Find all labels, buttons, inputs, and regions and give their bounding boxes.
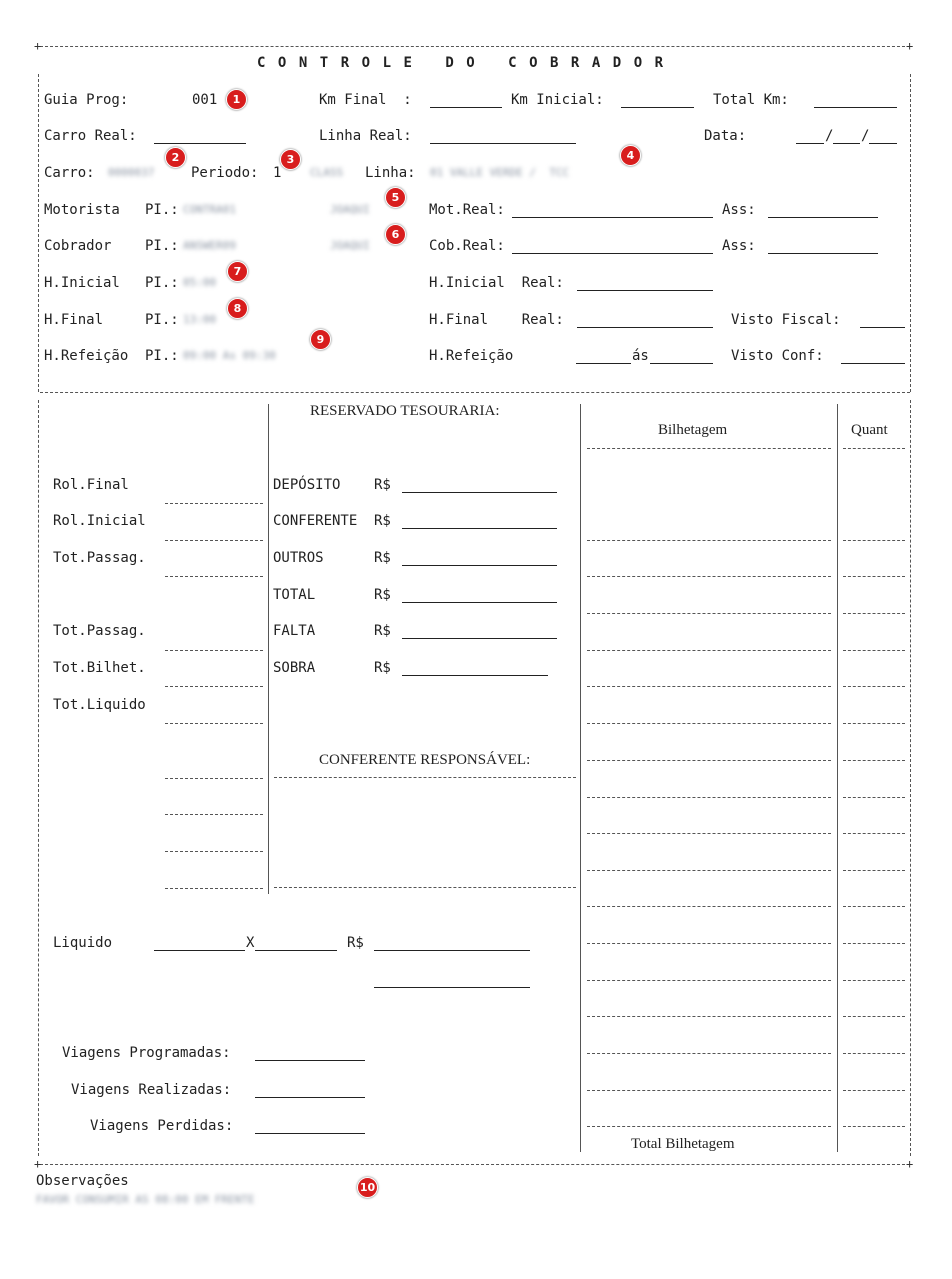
marker-6: 6 xyxy=(385,224,406,245)
date-year-field[interactable] xyxy=(869,143,897,144)
bilhetagem-entry-line[interactable] xyxy=(587,1053,831,1054)
linha-real-field[interactable] xyxy=(430,143,576,144)
extra-line-4[interactable] xyxy=(165,888,263,889)
viagens-programadas-label: Viagens Programadas: xyxy=(62,1045,231,1061)
quant-entry-line[interactable] xyxy=(843,1053,905,1054)
h-refeicao-right-label: H.Refeição xyxy=(429,348,514,364)
tot-liquido-line[interactable] xyxy=(165,723,263,724)
motorista-pi-label: PI.: xyxy=(145,202,179,218)
visto-fiscal-label: Visto Fiscal: xyxy=(731,312,841,328)
quant-entry-line[interactable] xyxy=(843,760,905,761)
bilhetagem-entry-line[interactable] xyxy=(587,650,831,651)
treasury-row-label: CONFERENTE xyxy=(273,513,358,529)
extra-line-1[interactable] xyxy=(165,778,263,779)
quant-entry-line[interactable] xyxy=(843,686,905,687)
periodo-label: Periodo: xyxy=(191,165,259,181)
quant-entry-line[interactable] xyxy=(843,576,905,577)
h-final-pi-value: 13:00 xyxy=(183,313,217,326)
tot-passag-label-1: Tot.Passag. xyxy=(53,550,146,566)
h-refeicao-start-field[interactable] xyxy=(576,363,631,364)
cobrador-pi-label: PI.: xyxy=(145,238,179,254)
bilhetagem-entry-line[interactable] xyxy=(587,906,831,907)
data-label: Data: xyxy=(704,128,747,144)
column-divider-left xyxy=(268,404,269,894)
treasury-row-label: DEPÓSITO xyxy=(273,477,341,493)
viagens-programadas-field[interactable] xyxy=(255,1060,365,1061)
total-km-label: Total Km: xyxy=(713,92,789,108)
quant-entry-line[interactable] xyxy=(843,870,905,871)
bilhetagem-entry-line[interactable] xyxy=(587,1090,831,1091)
treasury-row-label: FALTA xyxy=(273,623,316,639)
quant-entry-line[interactable] xyxy=(843,1090,905,1091)
km-final-label: Km Final : xyxy=(319,92,412,108)
h-inicial-real-field[interactable] xyxy=(577,290,713,291)
quant-entry-line[interactable] xyxy=(843,613,905,614)
observacoes-value: FAVOR CONSUMIR AS 08:00 EM FRENTE xyxy=(36,1193,255,1206)
bilhetagem-entry-line[interactable] xyxy=(587,540,831,541)
periodo-value: 1 xyxy=(273,165,282,181)
motorista-pi-value: CONTRA01 xyxy=(183,203,236,216)
quant-entry-line[interactable] xyxy=(843,650,905,651)
bilhetagem-entry-line[interactable] xyxy=(587,797,831,798)
marker-7: 7 xyxy=(227,261,248,282)
observacoes-label: Observações xyxy=(36,1173,129,1189)
quant-entry-line[interactable] xyxy=(843,540,905,541)
bilhetagem-entry-line[interactable] xyxy=(587,760,831,761)
cob-real-label: Cob.Real: xyxy=(429,238,505,254)
linha-value: 01 VALLE VERDE / TCC xyxy=(430,166,570,179)
treasury-row-currency: R$ xyxy=(374,660,391,676)
viagens-realizadas-label: Viagens Realizadas: xyxy=(71,1082,232,1098)
liquido-rs: R$ xyxy=(347,935,364,951)
viagens-perdidas-label: Viagens Perdidas: xyxy=(90,1118,234,1134)
quant-header: Quant xyxy=(851,422,888,438)
viagens-realizadas-field[interactable] xyxy=(255,1097,365,1098)
motorista-extra: JOAQUI xyxy=(330,203,370,216)
rol-final-line[interactable] xyxy=(165,503,263,504)
marker-4: 4 xyxy=(620,145,641,166)
tot-passag-line-1[interactable] xyxy=(165,576,263,577)
treasury-row-currency: R$ xyxy=(374,550,391,566)
km-inicial-field[interactable] xyxy=(621,107,694,108)
treasury-row-label: SOBRA xyxy=(273,660,316,676)
h-final-real-label: H.Final Real: xyxy=(429,312,564,328)
quant-entry-line[interactable] xyxy=(843,980,905,981)
h-final-label: H.Final xyxy=(44,312,104,328)
treasury-header: RESERVADO TESOURARIA: xyxy=(310,403,500,419)
linha-label: Linha: xyxy=(365,165,416,181)
cobrador-pi-value: ANSWER09 xyxy=(183,239,236,252)
treasury-falta-field[interactable] xyxy=(402,638,557,639)
marker-9: 9 xyxy=(310,329,331,350)
liquido-total-field[interactable] xyxy=(374,950,530,951)
treasury-row-currency: R$ xyxy=(374,513,391,529)
bilhetagem-header: Bilhetagem xyxy=(658,422,728,438)
h-inicial-real-label: H.Inicial Real: xyxy=(429,275,564,291)
bilhetagem-entry-line[interactable] xyxy=(587,613,831,614)
km-final-field[interactable] xyxy=(430,107,502,108)
quant-entry-line[interactable] xyxy=(843,833,905,834)
bilhetagem-entry-line[interactable] xyxy=(587,1016,831,1017)
marker-8: 8 xyxy=(227,298,248,319)
marker-2: 2 xyxy=(165,147,186,168)
guia-label: Guia Prog: xyxy=(44,92,129,108)
bilhetagem-entry-line[interactable] xyxy=(587,723,831,724)
treasury-row-currency: R$ xyxy=(374,587,391,603)
mot-real-label: Mot.Real: xyxy=(429,202,505,218)
treasury-row-label: TOTAL xyxy=(273,587,316,603)
carro-label: Carro: xyxy=(44,165,95,181)
column-divider-right xyxy=(837,404,838,1152)
carro-real-field[interactable] xyxy=(154,143,246,144)
rol-inicial-line[interactable] xyxy=(165,540,263,541)
h-refeicao-end-field[interactable] xyxy=(650,363,713,364)
carro-value: 0000037 xyxy=(108,166,155,179)
bilhetagem-entry-line[interactable] xyxy=(587,870,831,871)
bilhetagem-entry-line[interactable] xyxy=(587,576,831,577)
treasury-sobra-field[interactable] xyxy=(402,675,548,676)
date-sep-2: / xyxy=(861,128,870,144)
date-month-field[interactable] xyxy=(833,143,860,144)
motorista-ass-label: Ass: xyxy=(722,202,756,218)
liquido-total-field-2[interactable] xyxy=(374,987,530,988)
h-inicial-label: H.Inicial xyxy=(44,275,120,291)
tot-bilhet-label: Tot.Bilhet. xyxy=(53,660,146,676)
treasury-deposito-field[interactable] xyxy=(402,492,557,493)
visto-fiscal-field[interactable] xyxy=(860,327,905,328)
treasury-row-label: OUTROS xyxy=(273,550,324,566)
as-label: ás xyxy=(632,348,649,364)
treasury-row-currency: R$ xyxy=(374,623,391,639)
tot-passag-label-2: Tot.Passag. xyxy=(53,623,146,639)
tot-liquido-label: Tot.Liquido xyxy=(53,697,146,713)
treasury-conferente-field[interactable] xyxy=(402,528,557,529)
rol-inicial-label: Rol.Inicial xyxy=(53,513,146,529)
liquido-field-1[interactable] xyxy=(154,950,245,951)
quant-entry-line[interactable] xyxy=(843,943,905,944)
h-final-pi-label: PI.: xyxy=(145,312,179,328)
treasury-outros-field[interactable] xyxy=(402,565,557,566)
treasury-row-currency: R$ xyxy=(374,477,391,493)
liquido-field-2[interactable] xyxy=(255,950,337,951)
total-km-field[interactable] xyxy=(814,107,897,108)
date-day-field[interactable] xyxy=(796,143,824,144)
quant-entry-line[interactable] xyxy=(843,797,905,798)
quant-entry-line[interactable] xyxy=(843,906,905,907)
marker-1: 1 xyxy=(226,89,247,110)
quant-entry-line[interactable] xyxy=(843,1126,905,1127)
marker-10: 10 xyxy=(357,1177,378,1198)
visto-conf-field[interactable] xyxy=(841,363,905,364)
guia-value: 001 xyxy=(192,92,218,108)
h-inicial-pi-value: 05:00 xyxy=(183,276,217,289)
marker-3: 3 xyxy=(280,149,301,170)
cob-real-field[interactable] xyxy=(512,253,713,254)
h-inicial-pi-label: PI.: xyxy=(145,275,179,291)
km-inicial-label: Km Inicial: xyxy=(511,92,604,108)
bilhetagem-entry-line[interactable] xyxy=(587,1126,831,1127)
conferente-responsavel-label: CONFERENTE RESPONSÁVEL: xyxy=(319,752,531,768)
marker-5: 5 xyxy=(385,187,406,208)
rol-final-label: Rol.Final xyxy=(53,477,129,493)
extra-line-2[interactable] xyxy=(165,814,263,815)
extra-line-3[interactable] xyxy=(165,851,263,852)
treasury-total-field[interactable] xyxy=(402,602,557,603)
form-title: CONTROLE DO COBRADOR xyxy=(257,55,676,71)
total-bilhetagem-label: Total Bilhetagem xyxy=(631,1136,735,1152)
bilhetagem-entry-line[interactable] xyxy=(587,980,831,981)
motorista-ass-field[interactable] xyxy=(768,217,878,218)
cobrador-ass-label: Ass: xyxy=(722,238,756,254)
bilhetagem-entry-line[interactable] xyxy=(587,686,831,687)
quant-entry-line[interactable] xyxy=(843,448,905,449)
tot-bilhet-line[interactable] xyxy=(165,686,263,687)
date-sep-1: / xyxy=(825,128,834,144)
conferente-top-line xyxy=(274,777,576,778)
quant-entry-line[interactable] xyxy=(843,723,905,724)
bilhetagem-entry-line[interactable] xyxy=(587,448,831,449)
motorista-label: Motorista xyxy=(44,202,120,218)
tot-passag-line-2[interactable] xyxy=(165,650,263,651)
column-divider-middle xyxy=(580,404,581,1152)
viagens-perdidas-field[interactable] xyxy=(255,1133,365,1134)
visto-conf-label: Visto Conf: xyxy=(731,348,824,364)
liquido-label: Liquido xyxy=(53,935,113,951)
liquido-x: X xyxy=(246,935,255,951)
bilhetagem-entry-line[interactable] xyxy=(587,833,831,834)
bilhetagem-entry-line[interactable] xyxy=(587,943,831,944)
mot-real-field[interactable] xyxy=(512,217,713,218)
quant-entry-line[interactable] xyxy=(843,1016,905,1017)
conferente-bottom-line xyxy=(274,887,576,888)
periodo-extra: CLASS xyxy=(310,166,344,179)
linha-real-label: Linha Real: xyxy=(319,128,412,144)
h-refeicao-label: H.Refeição xyxy=(44,348,129,364)
cobrador-extra: JOAQUI xyxy=(330,239,370,252)
h-final-real-field[interactable] xyxy=(577,327,713,328)
cobrador-label: Cobrador xyxy=(44,238,112,254)
h-refeicao-pi-value: 09:00 As 09:30 xyxy=(183,349,276,362)
cobrador-ass-field[interactable] xyxy=(768,253,878,254)
h-refeicao-pi-label: PI.: xyxy=(145,348,179,364)
carro-real-label: Carro Real: xyxy=(44,128,137,144)
